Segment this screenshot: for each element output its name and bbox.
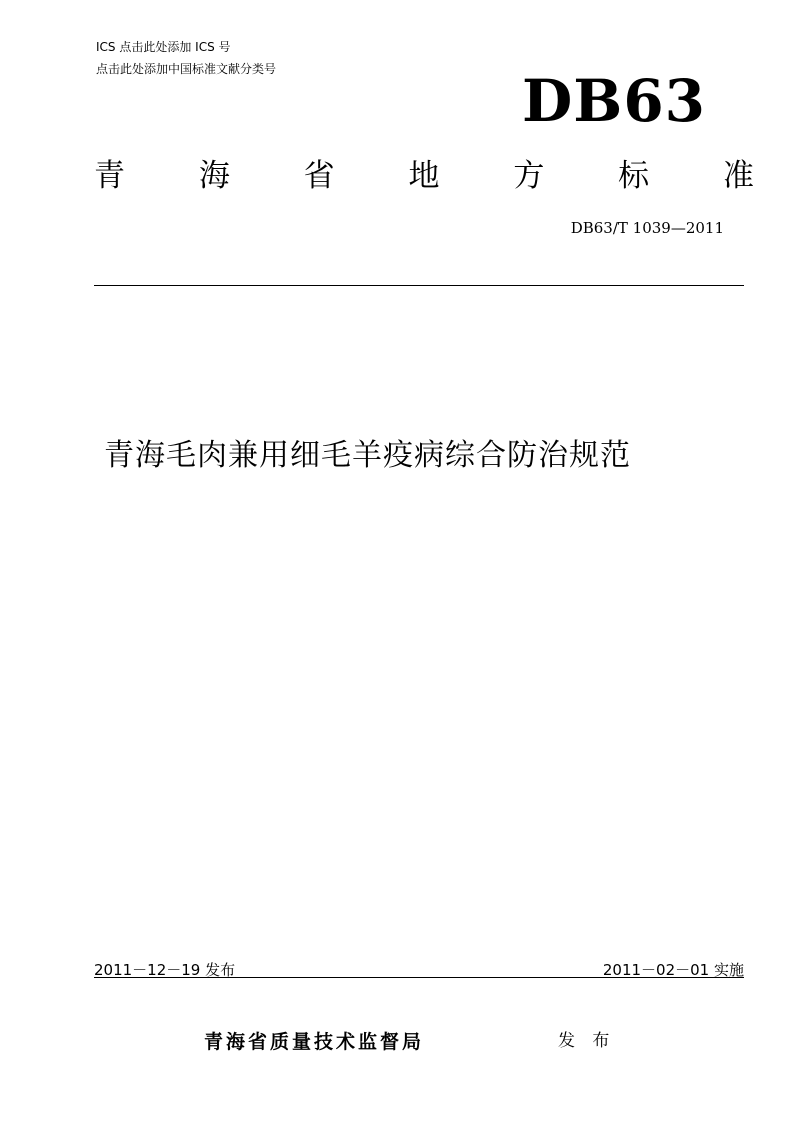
ics-number: ICS 点击此处添加 ICS 号 bbox=[96, 40, 231, 54]
release-date: 2011－12－19 发布 bbox=[94, 961, 236, 979]
classification-number: 点击此处添加中国标准文献分类号 bbox=[96, 62, 277, 76]
standard-type-char: 方 bbox=[513, 158, 545, 194]
publish-label: 发 布 bbox=[558, 1031, 616, 1051]
issuing-agency: 青海省质量技术监督局 bbox=[204, 1031, 425, 1053]
document-title: 青海毛肉兼用细毛羊疫病综合防治规范 bbox=[104, 438, 631, 473]
implement-date: 2011－02－01 实施 bbox=[602, 961, 744, 979]
header-divider bbox=[94, 285, 744, 286]
standard-type-heading bbox=[94, 156, 754, 196]
standard-type-char: 地 bbox=[408, 158, 440, 194]
standard-type-char: 准 bbox=[722, 158, 754, 194]
standard-type-char: 青 bbox=[94, 158, 125, 194]
standard-type-char: 标 bbox=[618, 158, 650, 194]
standard-type-char: 海 bbox=[198, 158, 230, 194]
standard-code: DB63 bbox=[522, 67, 707, 135]
standard-number: DB63/T 1039—2011 bbox=[570, 219, 724, 237]
standard-type-char: 省 bbox=[303, 158, 335, 194]
footer-divider bbox=[94, 977, 744, 978]
